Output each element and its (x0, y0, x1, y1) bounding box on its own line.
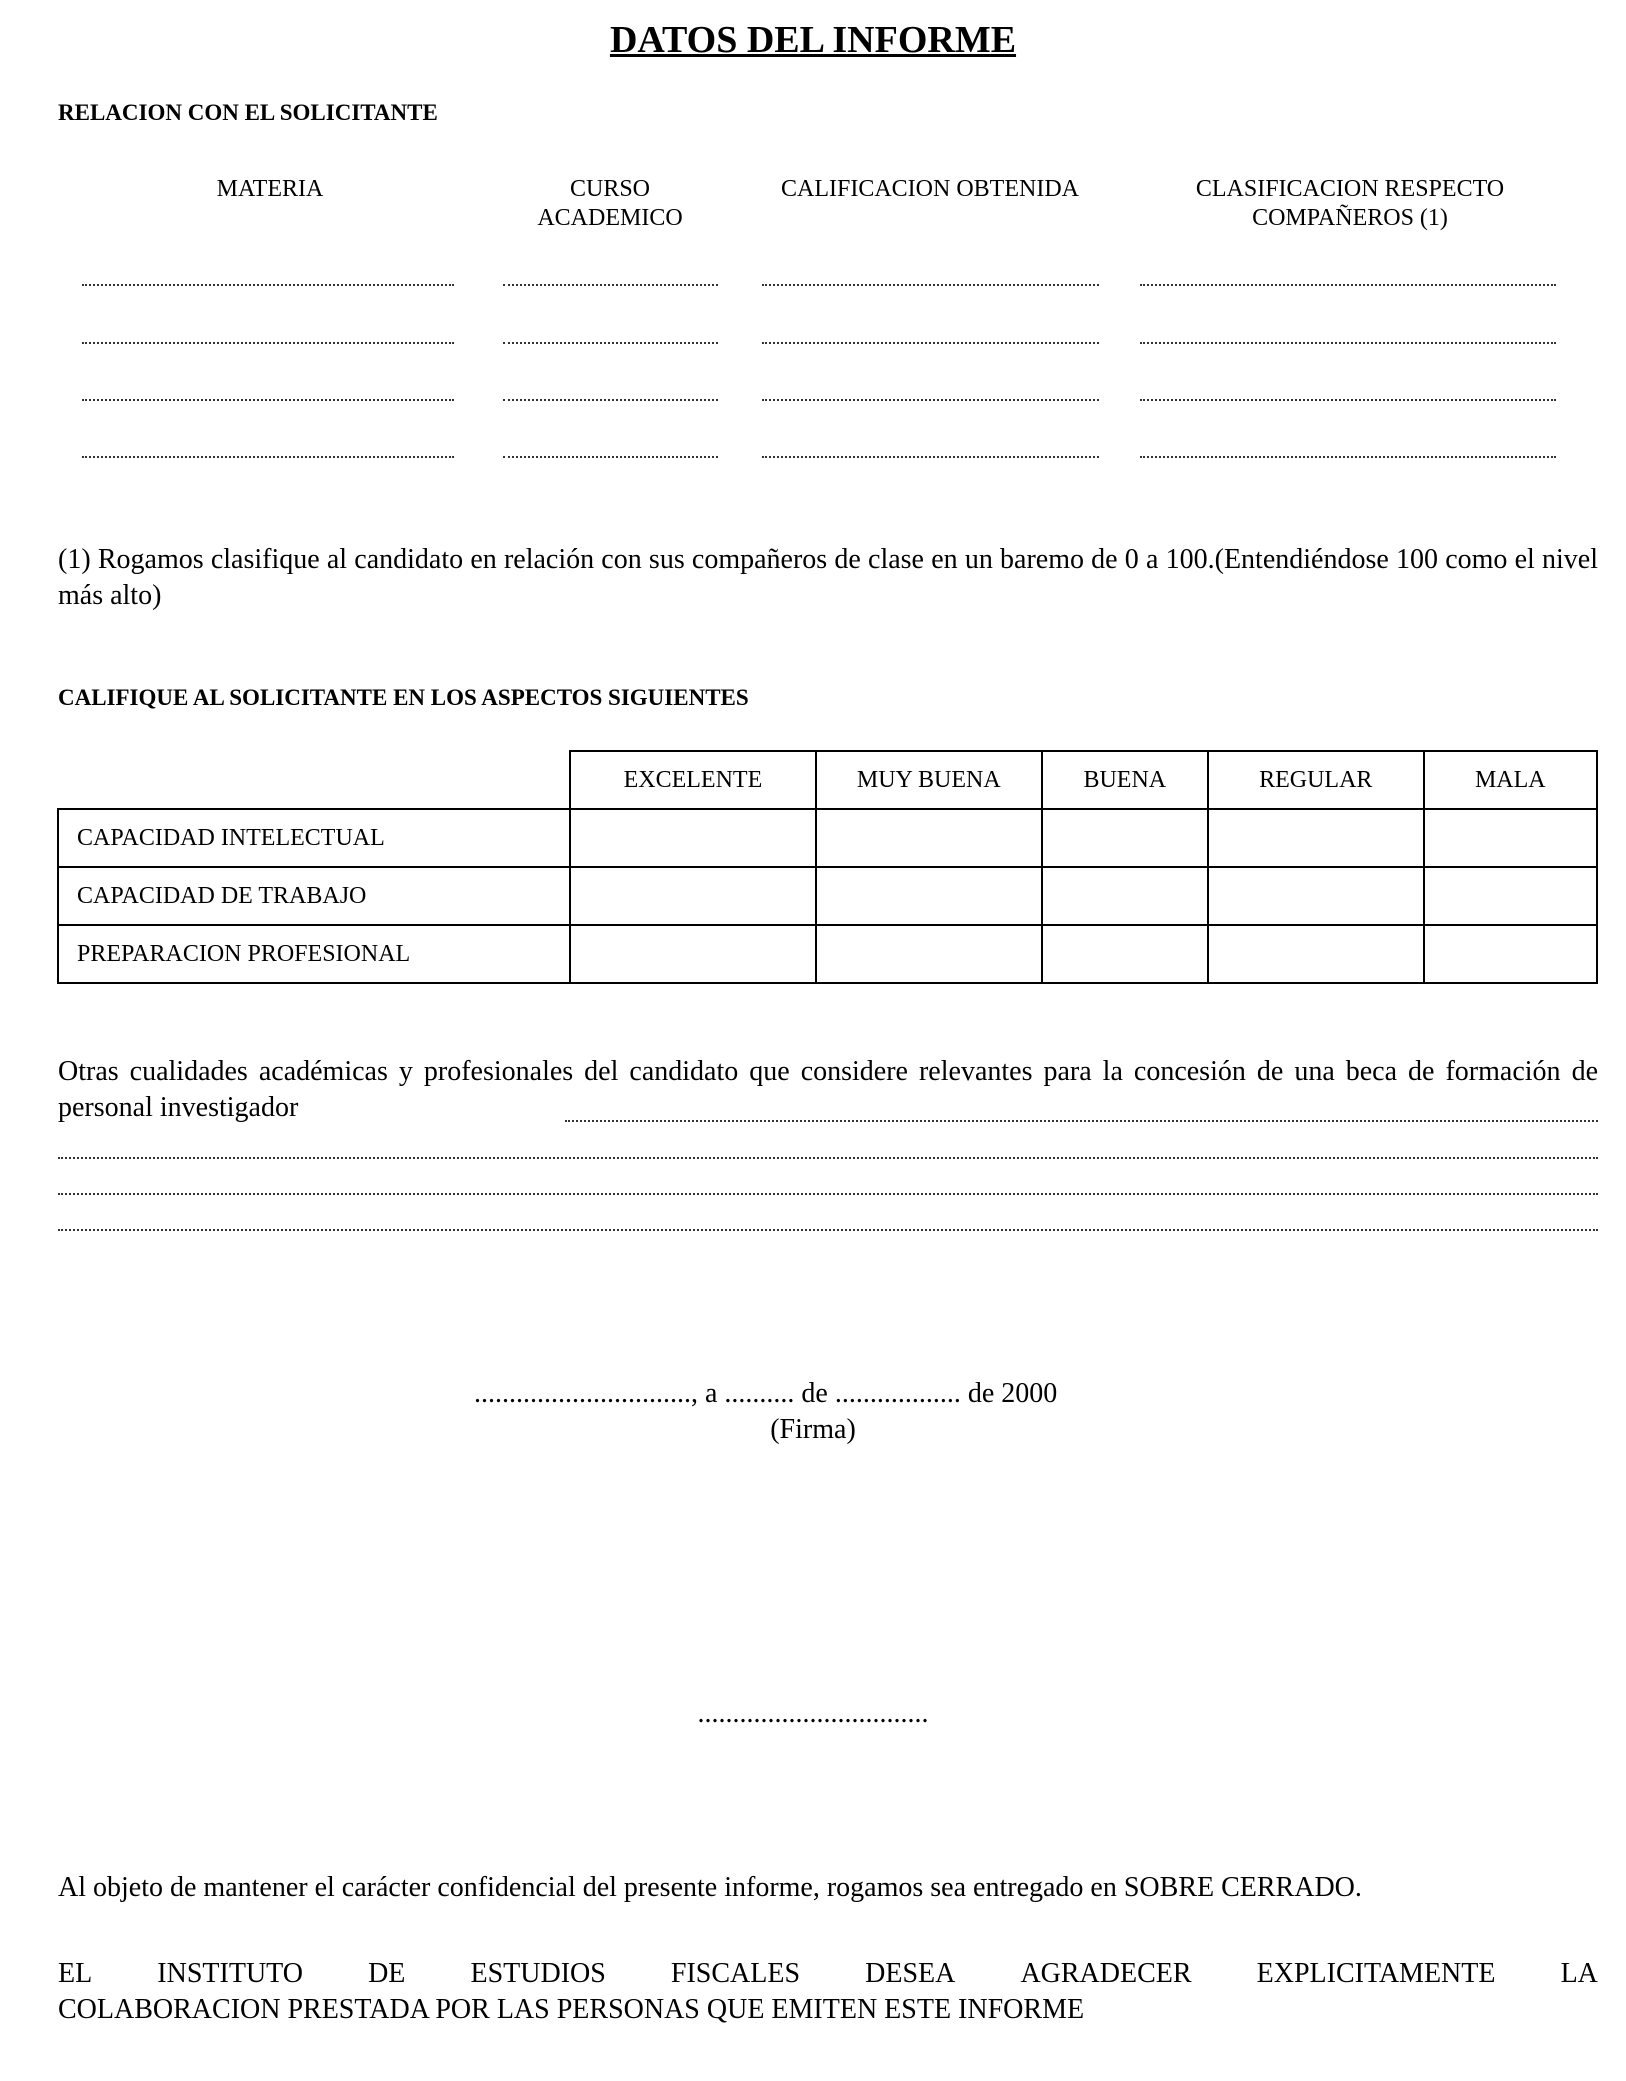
thanks-line-1 (58, 1956, 1598, 1992)
thanks-word: FISCALES (670, 1958, 801, 1989)
rating-cell[interactable] (816, 809, 1042, 867)
firma-label: (Firma) (770, 1414, 856, 1445)
qualities-text: Otras cualidades académicas y profesionales del candidato que considere relevantes para la concesión de una beca de formación de personal investigador (58, 1056, 1598, 1123)
ratings-corner (58, 751, 570, 809)
table-row (58, 809, 1597, 867)
rating-cell[interactable] (570, 809, 816, 867)
qualities-paragraph (58, 1054, 1598, 1126)
clasificacion-field-2[interactable] (1140, 342, 1556, 344)
calificacion-field-3[interactable] (762, 399, 1099, 401)
ratings-table (57, 750, 1598, 984)
column-header-calificacion: CALIFICACION OBTENIDA (781, 176, 1079, 202)
thanks-word: EL (58, 1958, 93, 1989)
clasificacion-field-3[interactable] (1140, 399, 1556, 401)
rating-cell[interactable] (570, 867, 816, 925)
rating-cell[interactable] (1208, 925, 1424, 983)
curso-field-1[interactable] (503, 284, 718, 286)
rating-cell[interactable] (1424, 925, 1597, 983)
thanks-word: EXPLICITAMENTE (1256, 1958, 1496, 1989)
rating-cell[interactable] (1424, 867, 1597, 925)
table-row (58, 867, 1597, 925)
rating-header-muy-buena: MUY BUENA (816, 751, 1042, 809)
rating-cell[interactable] (1042, 809, 1208, 867)
curso-field-3[interactable] (503, 399, 718, 401)
thanks-word: LA (1560, 1958, 1598, 1989)
thanks-word: ESTUDIOS (470, 1958, 606, 1989)
footnote: (1) Rogamos clasifique al candidato en relación con sus compañeros de clase en un baremo de 0 a 100.(Entendiéndose 100 como el nivel más alto) (58, 544, 1598, 611)
clasificacion-field-4[interactable] (1140, 456, 1556, 458)
name-line[interactable]: ................................. (697, 1698, 929, 1729)
row-label-capacidad-de-trabajo: CAPACIDAD DE TRABAJO (58, 867, 570, 925)
row-label-preparacion-profesional: PREPARACION PROFESIONAL (58, 925, 570, 983)
column-header-curso: CURSO ACADEMICO (537, 176, 683, 231)
ratings-header-row (58, 751, 1597, 809)
rating-cell[interactable] (1424, 809, 1597, 867)
qualities-field-line-3[interactable] (58, 1193, 1598, 1195)
rating-cell[interactable] (1042, 925, 1208, 983)
column-header-clasificacion: CLASIFICACION RESPECTO COMPAÑEROS (1) (1195, 176, 1505, 231)
calificacion-field-4[interactable] (762, 456, 1099, 458)
ratings-heading: CALIFIQUE AL SOLICITANTE EN LOS ASPECTOS SIGUIENTES (58, 685, 749, 710)
date-line[interactable]: ..............................., a .......... de .................. de 2000 (474, 1378, 1058, 1409)
thanks-word: INSTITUTO (157, 1958, 303, 1989)
materia-field-2[interactable] (82, 342, 454, 344)
thanks-line-2: COLABORACION PRESTADA POR LAS PERSONAS QUE EMITEN ESTE INFORME (58, 1994, 1085, 2025)
rating-header-buena: BUENA (1042, 751, 1208, 809)
rating-cell[interactable] (1208, 867, 1424, 925)
qualities-field-line-2[interactable] (58, 1157, 1598, 1159)
curso-field-4[interactable] (503, 456, 718, 458)
confidential-notice: Al objeto de mantener el carácter confidencial del presente informe, rogamos sea entregado en SOBRE CERRADO. (58, 1872, 1362, 1903)
rating-cell[interactable] (570, 925, 816, 983)
curso-field-2[interactable] (503, 342, 718, 344)
rating-cell[interactable] (816, 925, 1042, 983)
calificacion-field-1[interactable] (762, 284, 1099, 286)
table-row (58, 925, 1597, 983)
rating-cell[interactable] (816, 867, 1042, 925)
qualities-field-line-1[interactable] (565, 1120, 1598, 1122)
calificacion-field-2[interactable] (762, 342, 1099, 344)
rating-cell[interactable] (1042, 867, 1208, 925)
materia-field-4[interactable] (82, 456, 454, 458)
rating-cell[interactable] (1208, 809, 1424, 867)
materia-field-1[interactable] (82, 284, 454, 286)
row-label-capacidad-intelectual: CAPACIDAD INTELECTUAL (58, 809, 570, 867)
page-title: DATOS DEL INFORME (609, 19, 1017, 61)
qualities-field-line-4[interactable] (58, 1229, 1598, 1231)
thanks-word: DE (368, 1958, 406, 1989)
column-header-materia: MATERIA (216, 176, 324, 202)
thanks-word: DESEA (865, 1958, 956, 1989)
thanks-word: AGRADECER (1020, 1958, 1192, 1989)
rating-header-mala: MALA (1424, 751, 1597, 809)
materia-field-3[interactable] (82, 399, 454, 401)
rating-header-excelente: EXCELENTE (570, 751, 816, 809)
clasificacion-field-1[interactable] (1140, 284, 1556, 286)
relation-heading: RELACION CON EL SOLICITANTE (58, 100, 438, 125)
rating-header-regular: REGULAR (1208, 751, 1424, 809)
